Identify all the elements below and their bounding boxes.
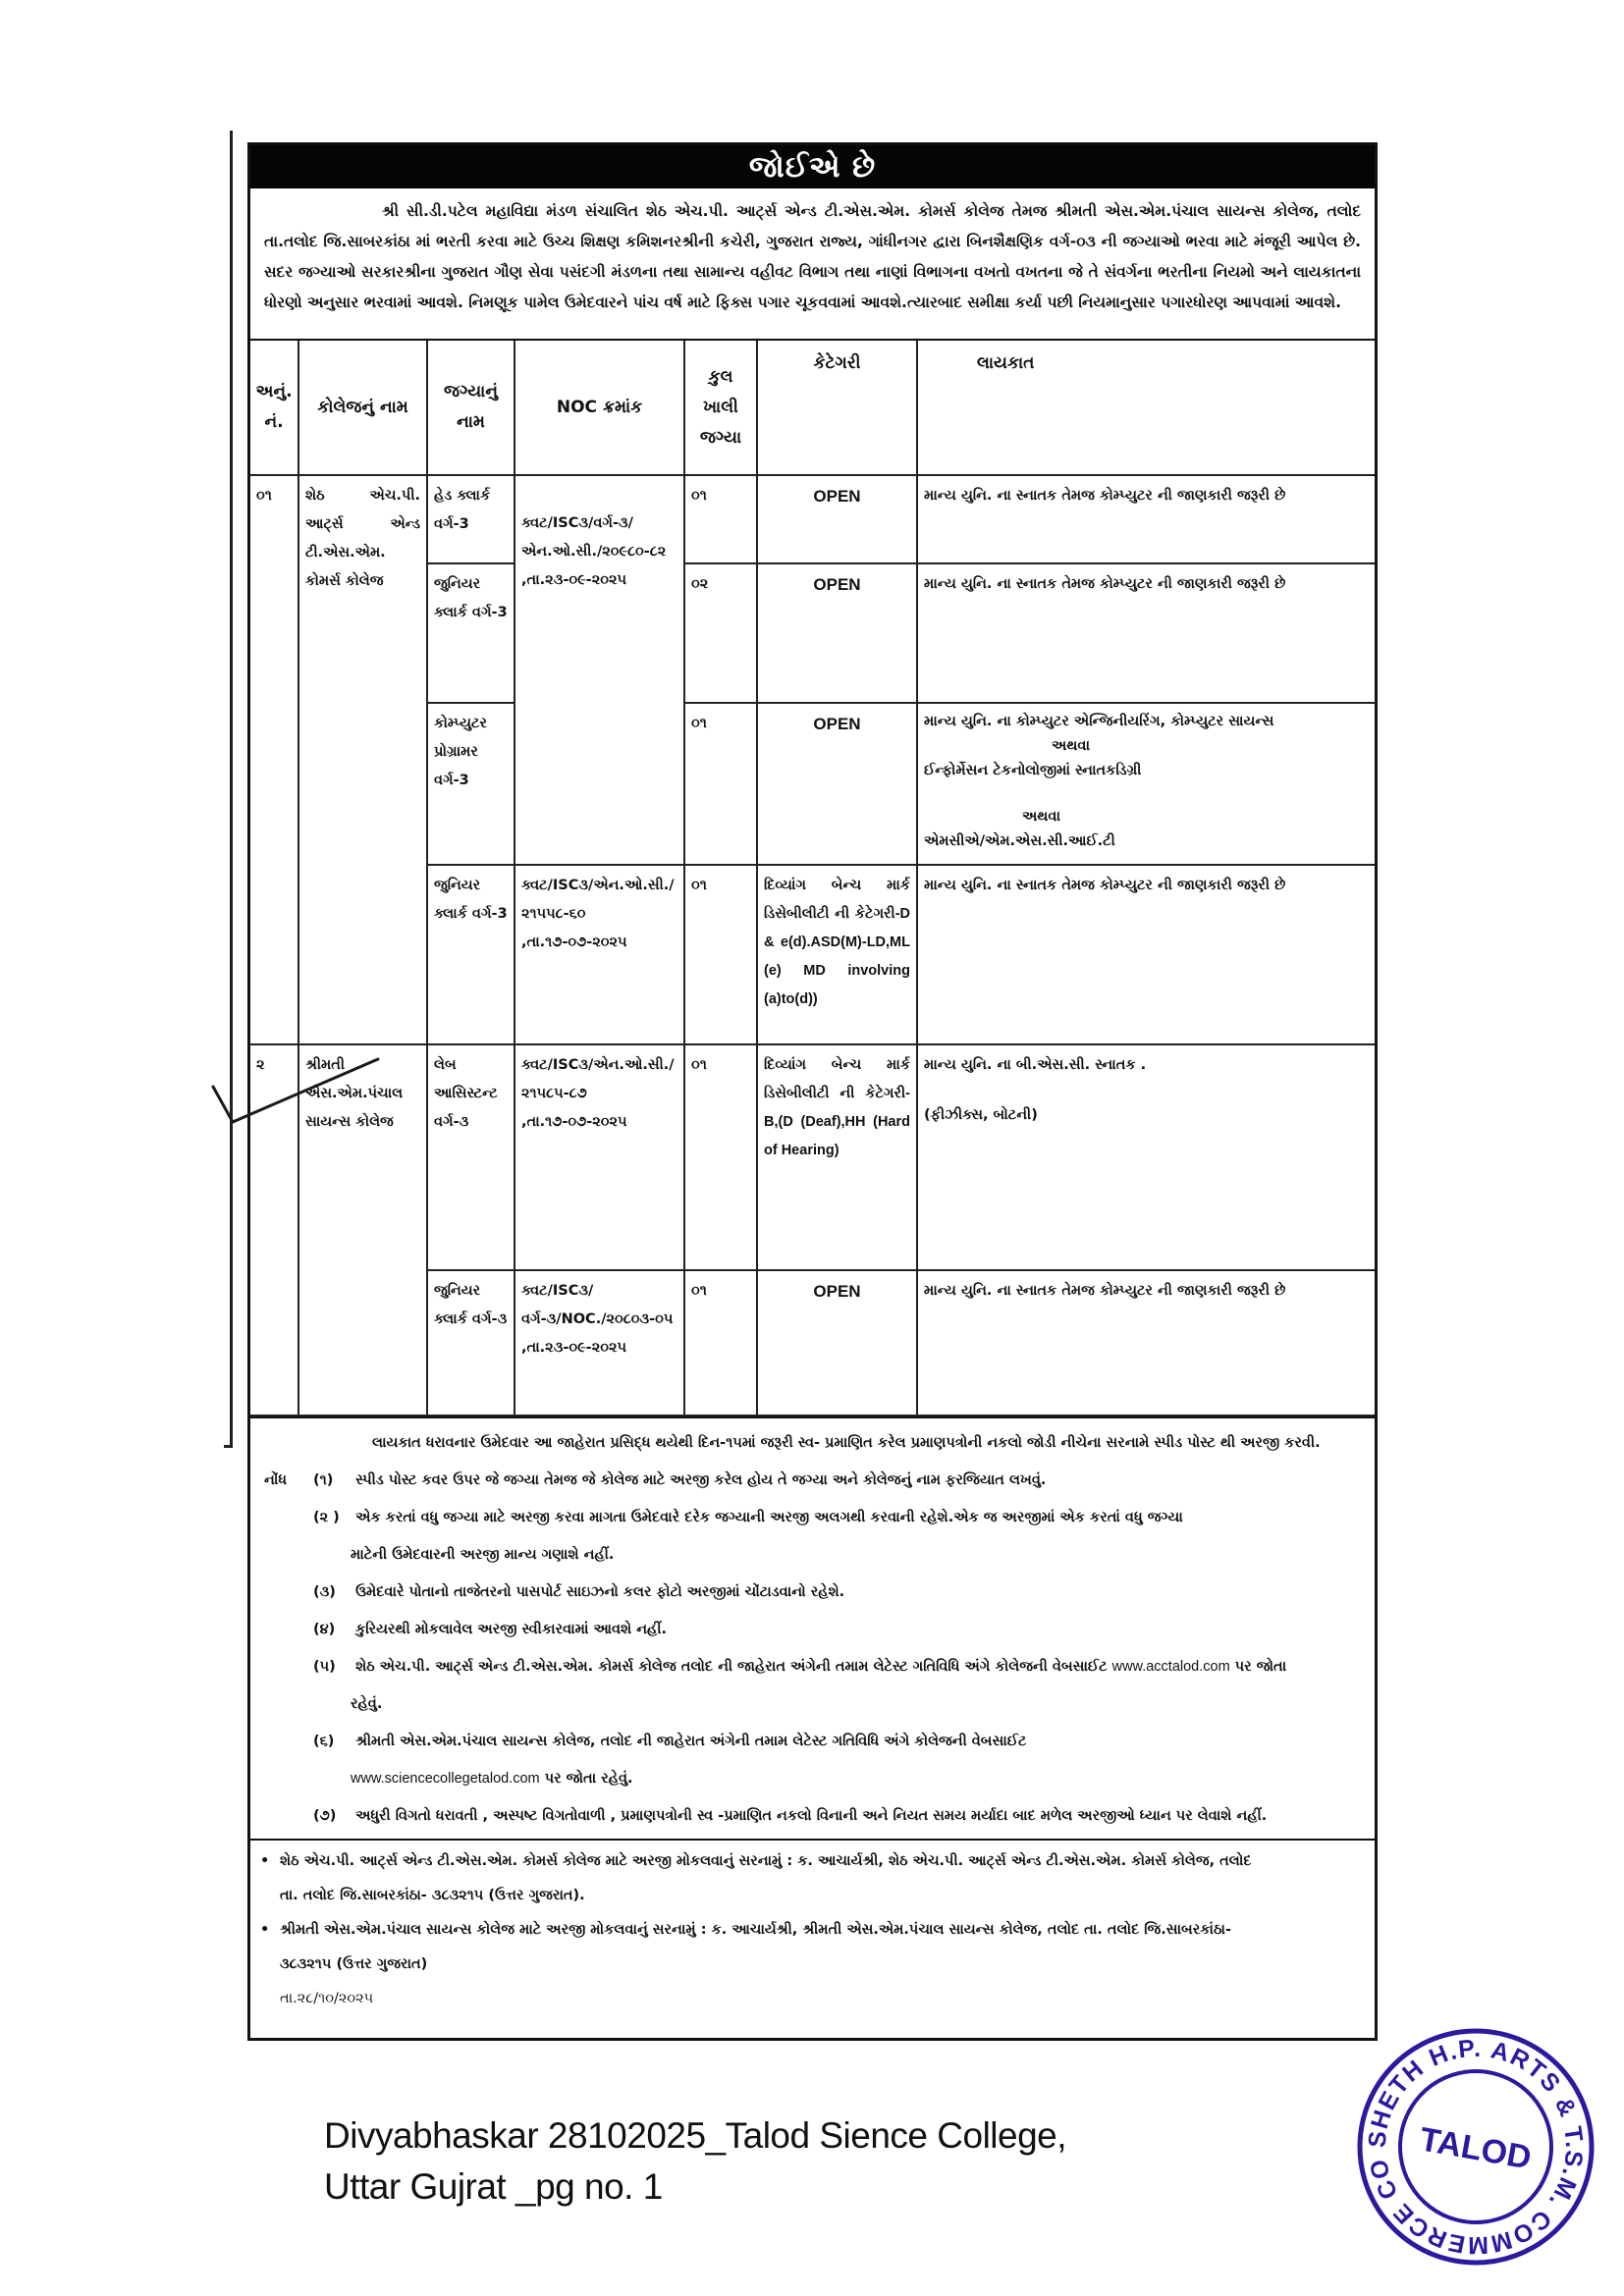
header-vacancies: કુલ ખાલી જગ્યા — [684, 341, 757, 475]
cell-category: OPEN — [757, 563, 917, 703]
margin-line-foot — [224, 1445, 233, 1448]
note-body: પર જોતા રહેવું. — [544, 1771, 633, 1787]
note-body: પર જોતા — [1234, 1659, 1287, 1675]
qualification-line: એમસીએ/એમ.એસ.સી.આઈ.ટી — [924, 833, 1115, 849]
address-item — [260, 1844, 1365, 1913]
spacer — [924, 783, 1369, 805]
cell-post: હેડ ક્લાર્ક વર્ગ-3 — [427, 475, 514, 563]
cell-category: OPEN — [757, 475, 917, 563]
note-number: (૫) — [313, 1659, 336, 1675]
note-item — [264, 1723, 1361, 1797]
header-qualification: લાયકાત — [917, 341, 1375, 475]
address-continuation: ૩૮૩૨૧૫ (ઉત્તર ગુજરાત) — [280, 1956, 428, 1972]
cell-vacancies: ૦૨ — [684, 563, 757, 703]
qualification-line: માન્ય યુનિ. ના બી.એસ.સી. સ્નાતક . — [924, 1057, 1147, 1073]
cell-vacancies: ૦૧ — [684, 475, 757, 563]
noc-text: ક્વટ/ISC૩/વર્ગ-૩/એન.ઓ.સી./૨૦૯૮૦-૮૨ ,તા.૨૩-૦૯-૨૦૨૫ — [521, 515, 667, 588]
cell-vacancies: ૦૧ — [684, 865, 757, 1044]
ad-date: તા.૨૮/૧૦/૨૦૨૫ — [280, 1991, 374, 2006]
cell-category: OPEN — [757, 1270, 917, 1415]
note-body: શ્રીમતી એસ.એમ.પંચાલ સાયન્સ કોલેજ, તલોદ ની જાહેરાત અંગેની તમામ લેટેસ્ટ ગતિવિધિ અંગે કોલેજની વેબસાઈટ — [355, 1734, 1027, 1749]
note-text — [313, 1462, 1046, 1499]
note-continuation: રહેવું. — [351, 1696, 383, 1712]
header-category: કેટેગરી — [757, 341, 917, 475]
note-number: (૪) — [313, 1622, 336, 1637]
spacer — [924, 1080, 1369, 1101]
note-continuation — [313, 1760, 1361, 1797]
stamp-center-text: TALOD — [1416, 2120, 1535, 2177]
address-text: શ્રીમતી એસ.એમ.પંચાલ સાયન્સ કોલેજ માટે અરજી મોકલવાનું સરનામું : ક. આચાર્યશ્રી, શ્રીમતી એસ.એમ.પંચાલ સાયન્સ કોલેજ, તલોદ તા. તલોદ જિ.સાબરકાંઠા- — [280, 1922, 1231, 1938]
bullet-icon: • — [260, 1853, 270, 1869]
address-continuation: તા. તલોદ જિ.સાબરકાંઠા- ૩૮૩૨૧૫ (ઉત્તર ગુજરાત). — [280, 1888, 585, 1903]
margin-line — [230, 131, 233, 1448]
cell-noc: ક્વટ/ISC૩/એન.ઓ.સી./૨૧૫૮૫-૮૭ ,તા.૧૭-૦૭-૨૦૨૫ — [514, 1044, 684, 1270]
address-section — [250, 1839, 1375, 2020]
note-item — [264, 1574, 1361, 1611]
header-sr: અનું. નં. — [250, 341, 298, 475]
address-item — [260, 1913, 1365, 1982]
address-text: શેઠ એચ.પી. આર્ટ્સ એન્ડ ટી.એસ.એમ. કોમર્સ કોલેજ માટે અરજી મોકલવાનું સરનામું : ક. આચાર્યશ્રી, શેઠ એચ.પી. આર્ટ્સ એન્ડ ટી.એસ.એમ. કોમર્સ કોલેજ, તલોદ — [280, 1853, 1252, 1869]
caption — [324, 2110, 1066, 2213]
cell-noc — [514, 475, 684, 865]
cell-qualification: માન્ય યુનિ. ના સ્નાતક તેમજ કોમ્પ્યુટર ની જાણકારી જરૂરી છે — [917, 563, 1375, 703]
note-item — [264, 1648, 1361, 1723]
cell-qualification — [917, 703, 1375, 865]
cell-post: લેબ આસિસ્ટન્ટ વર્ગ-૩ — [427, 1044, 514, 1270]
college-stamp-icon — [1353, 2024, 1598, 2269]
note-item — [264, 1499, 1361, 1574]
note-number: (૭) — [313, 1808, 337, 1824]
stamp-outer-path: SHETH H.P. ARTS & T.S.M. COMMERCE COLLEGE — [1363, 2034, 1589, 2260]
vacancy-table — [250, 341, 1375, 1416]
cell-category: OPEN — [757, 703, 917, 865]
note-number: (૬) — [313, 1734, 335, 1749]
cell-qualification: માન્ય યુનિ. ના સ્નાતક તેમજ કોમ્પ્યુટર ની જાણકારી જરૂરી છે — [917, 475, 1375, 563]
notes-label: નોંધ — [264, 1472, 288, 1488]
cell-vacancies: ૦૧ — [684, 1270, 757, 1415]
note-body: કુરિયરથી મોકલાવેલ અરજી સ્વીકારવામાં આવશે નહીં. — [355, 1622, 667, 1637]
note-item — [264, 1797, 1361, 1835]
header-college: કોલેજનું નામ — [298, 341, 427, 475]
qualification-or: અથવા — [1022, 809, 1061, 825]
qualification-line: માન્ય યુનિ. ના કોમ્પ્યુટર એન્જિનીયરિંગ, કોમ્પ્યુટર સાયન્સ — [924, 714, 1274, 729]
cell-sr: ૨ — [250, 1044, 298, 1415]
cell-noc: ક્વટ/ISC૩/એન.ઓ.સી./૨૧૫૫૮-૬૦ ,તા.૧૭-૦૭-૨૦૨૫ — [514, 865, 684, 1044]
cell-noc: ક્વટ/ISC૩/વર્ગ-૩/NOC./૨૦૮૦૩-૦૫ ,તા.૨૩-૦૯-૨૦૨૫ — [514, 1270, 684, 1415]
cell-qualification: માન્ય યુનિ. ના સ્નાતક તેમજ કોમ્પ્યુટર ની જાણકારી જરૂરી છે — [917, 1270, 1375, 1415]
cell-post: કોમ્પ્યુટર પ્રોગ્રામર વર્ગ-3 — [427, 703, 514, 865]
note-number: (૨ ) — [313, 1510, 340, 1525]
note-body: સ્પીડ પોસ્ટ કવર ઉપર જે જગ્યા તેમજ જે કોલેજ માટે અરજી કરેલ હોય તે જગ્યા અને કોલેજનું નામ ફરજિયાત લખવું. — [355, 1472, 1047, 1488]
note-number: (૧) — [313, 1472, 334, 1488]
cell-vacancies: ૦૧ — [684, 1044, 757, 1270]
cell-college: શેઠ એચ.પી. આર્ટ્સ એન્ડ ટી.એસ.એમ. કોમર્સ કોલેજ — [298, 475, 427, 1044]
header-post: જગ્યાનું નામ — [427, 341, 514, 475]
note-body: અધુરી વિગતો ધરાવતી , અસ્પષ્ટ વિગતોવાળી , પ્રમાણપત્રોની સ્વ -પ્રમાણિત નકલો વિનાની અને નિયત સમય મર્યાદા બાદ મળેલ અરજીઓ ધ્યાન પર લેવાશે નહીં. — [355, 1808, 1268, 1824]
table-row — [250, 475, 1375, 563]
cell-qualification — [917, 1044, 1375, 1270]
table-row — [250, 1044, 1375, 1270]
bullet-icon: • — [260, 1922, 270, 1938]
qualification-line: ઈન્ફોર્મેસન ટેકનોલોજીમાં સ્નાતકડિગ્રી — [924, 763, 1142, 778]
table-header-row — [250, 341, 1375, 475]
cell-post: જુનિયર ક્લાર્ક વર્ગ-3 — [427, 865, 514, 1044]
note-item — [264, 1611, 1361, 1648]
caption-line-2: Uttar Gujrat _pg no. 1 — [324, 2166, 663, 2207]
spacer — [521, 482, 677, 509]
ad-title: જોઈએ છે — [250, 145, 1375, 188]
cell-college: શ્રીમતી એસ.એમ.પંચાલ સાયન્સ કોલેજ — [298, 1044, 427, 1415]
intro-paragraph: શ્રી સી.ડી.પટેલ મહાવિદ્યા મંડળ સંચાલિત શેઠ એચ.પી. આર્ટ્સ એન્ડ ટી.એસ.એમ. કોમર્સ કોલેજ તેમજ શ્રીમતી એસ.એમ.પંચાલ સાયન્સ કોલેજ, તલોદ તા.તલોદ જિ.સાબરકાંઠા માં ભરતી કરવા માટે ઉચ્ચ શિક્ષણ કમિશનરશ્રીની કચેરી, ગુજરાત રાજ્ય, ગાંધીનગર દ્વારા બિનશૈક્ષણિક વર્ગ-૦૩ ની જગ્યાઓ ભરવા માટે મંજૂરી આપેલ છે. સદર જગ્યાઓ સરકારશ્રીના ગુજરાત ગૌણ સેવા પસંદગી મંડળના તથા સામાન્ય વહીવટ વિભાગ તથા નાણાં વિભાગના વખતો વખતના જે તે સંવર્ગના ભરતીના નિયમો અને લાયકાતના ધોરણો અનુસાર ભરવામાં આવશે. નિમણૂક પામેલ ઉમેદવારને પાંચ વર્ષ માટે ફિક્સ પગાર ચૂકવવામાં આવશે.ત્યારબાદ સમીક્ષા કર્યા પછી નિયમાનુસાર પગારધોરણ આપવામાં આવશે. — [250, 188, 1375, 341]
qualification-note: (ફીઝીક્સ, બોટની) — [924, 1107, 1038, 1123]
notes-lead: લાયકાત ધરાવનાર ઉમેદવાર આ જાહેરાત પ્રસિદ્ધ થયેથી દિન-૧૫માં જરૂરી સ્વ- પ્રમાણિત કરેલ પ્રમાણપત્રોની નકલો જોડી નીચેના સરનામે સ્પીડ પોસ્ટ થી અરજી કરવી. — [372, 1435, 1321, 1451]
cell-category: દિવ્યાંગ બેન્ચ માર્ક ડિસેબીલીટી ની કેટેગરી-D & e(d).ASD(M)-LD,ML (e) MD involving (a)to(d)) — [757, 865, 917, 1044]
note-continuation: માટેની ઉમેદવારની અરજી માન્ય ગણાશે નહીં. — [351, 1547, 615, 1563]
cell-post: જુનિયર ક્લાર્ક વર્ગ-3 — [427, 563, 514, 703]
note-body: શેઠ એચ.પી. આર્ટ્સ એન્ડ ટી.એસ.એમ. કોમર્સ કોલેજ તલોદ ની જાહેરાત અંગેની તમામ લેટેસ્ટ ગતિવિધિ અંગે કોલેજની વેબસાઈટ — [355, 1659, 1108, 1675]
job-advertisement — [247, 142, 1378, 2041]
note-number: (૩) — [313, 1584, 336, 1600]
website-link[interactable]: www.acctalod.com — [1111, 1659, 1230, 1675]
cell-post: જુનિયર ક્લાર્ક વર્ગ-૩ — [427, 1270, 514, 1415]
cell-qualification: માન્ય યુનિ. ના સ્નાતક તેમજ કોમ્પ્યુટર ની જાણકારી જરૂરી છે — [917, 865, 1375, 1044]
note-body: એક કરતાં વધુ જગ્યા માટે અરજી કરવા માગતા ઉમેદવારે દરેક જગ્યાની અરજી અલગથી કરવાની રહેશે.એક જ અરજીમાં એક કરતાં વધુ જગ્યા — [355, 1510, 1183, 1525]
cell-vacancies: ૦૧ — [684, 703, 757, 865]
note-item — [264, 1462, 1361, 1499]
header-noc: NOC ક્રમાંક — [514, 341, 684, 475]
caption-line-1: Divyabhaskar 28102025_Talod Sience College, — [324, 2115, 1067, 2156]
qualification-or: અથવા — [1052, 738, 1091, 754]
website-link[interactable]: www.sciencecollegetalod.com — [351, 1771, 540, 1787]
cell-sr: ૦૧ — [250, 475, 298, 1044]
note-body: ઉમેદવારે પોતાનો તાજેતરનો પાસપોર્ટ સાઇઝનો કલર ફોટો અરજીમાં ચોંટાડવાનો રહેશે. — [355, 1584, 845, 1600]
handwritten-check-mark-icon — [211, 1055, 383, 1129]
notes-section — [250, 1416, 1375, 1839]
cell-category: દિવ્યાંગ બેન્ચ માર્ક ડિસેબીલીટી ની કેટેગરી-B,(D (Deaf),HH (Hard of Hearing) — [757, 1044, 917, 1270]
